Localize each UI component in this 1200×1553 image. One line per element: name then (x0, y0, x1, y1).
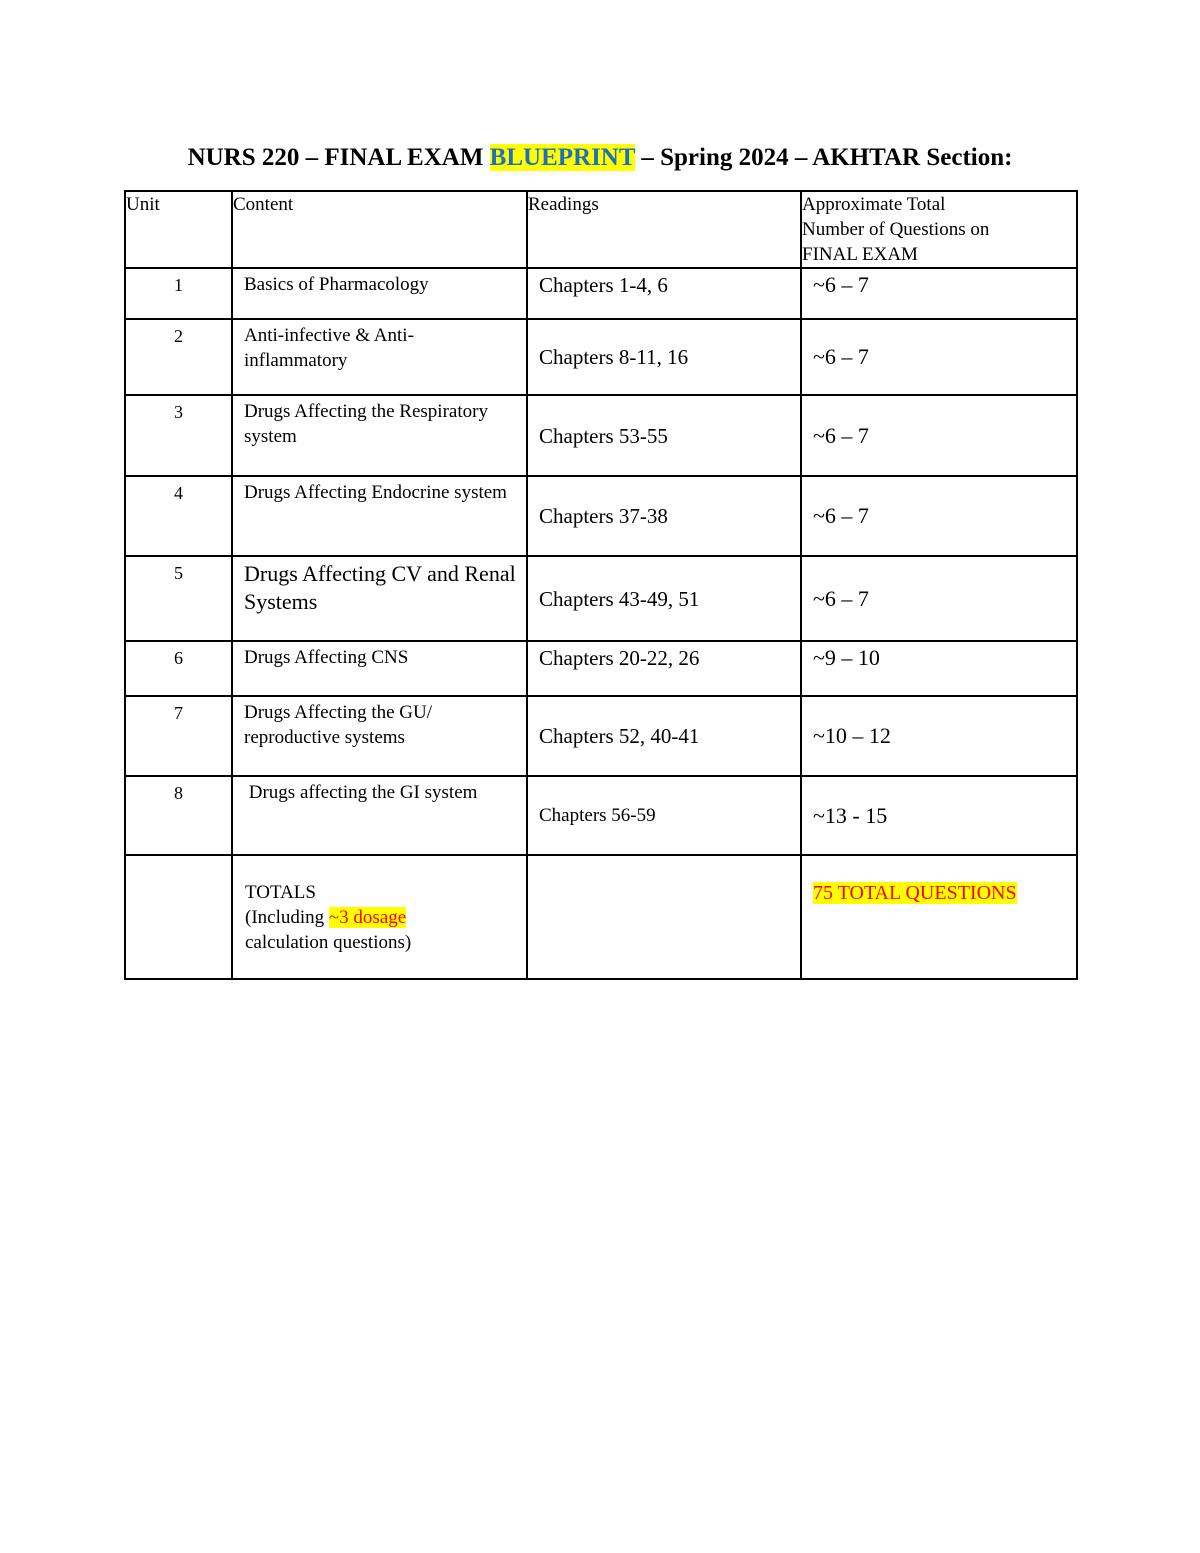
readings-cell: Chapters 20-22, 26 (527, 641, 801, 696)
approx-cell: ~6 – 7 (801, 476, 1077, 556)
totals-approx-cell (801, 855, 1077, 979)
totals-row (125, 855, 1077, 979)
header-unit: Unit (125, 191, 232, 268)
unit-cell: 7 (125, 696, 232, 776)
header-readings: Readings (527, 191, 801, 268)
approx-cell: ~13 - 15 (801, 776, 1077, 855)
content-cell: Drugs Affecting CNS (232, 641, 527, 696)
readings-cell: Chapters 56-59 (527, 776, 801, 855)
header-content: Content (232, 191, 527, 268)
content-cell: Basics of Pharmacology (232, 268, 527, 319)
approx-cell: ~10 – 12 (801, 696, 1077, 776)
header-approx-line3: FINAL EXAM (802, 244, 918, 265)
table-row (125, 395, 1077, 476)
unit-cell: 8 (125, 776, 232, 855)
unit-cell: 3 (125, 395, 232, 476)
title-suffix: – Spring 2024 – AKHTAR Section: (635, 144, 1013, 171)
content-cell: Drugs affecting the GI system (232, 776, 527, 855)
readings-cell: Chapters 8-11, 16 (527, 319, 801, 395)
content-cell: Drugs Affecting CV and Renal Systems (232, 556, 527, 641)
table-row (125, 641, 1077, 696)
table-row (125, 776, 1077, 855)
readings-cell: Chapters 52, 40-41 (527, 696, 801, 776)
table-row (125, 268, 1077, 319)
header-approx (801, 191, 1077, 268)
total-questions: 75 TOTAL QUESTIONS (813, 882, 1017, 904)
approx-cell: ~6 – 7 (801, 268, 1077, 319)
table-row (125, 476, 1077, 556)
approx-cell: ~9 – 10 (801, 641, 1077, 696)
page-title (0, 141, 1200, 175)
unit-cell: 2 (125, 319, 232, 395)
totals-label: TOTALS (245, 882, 316, 903)
unit-cell: 1 (125, 268, 232, 319)
unit-cell: 4 (125, 476, 232, 556)
totals-content-cell (232, 855, 527, 979)
totals-including-prefix: (Including (245, 907, 329, 928)
totals-including-highlight: ~3 dosage (328, 907, 407, 928)
readings-cell: Chapters 43-49, 51 (527, 556, 801, 641)
table-row (125, 319, 1077, 395)
table-row (125, 556, 1077, 641)
unit-cell: 5 (125, 556, 232, 641)
content-cell: Drugs Affecting Endocrine system (232, 476, 527, 556)
readings-cell: Chapters 37-38 (527, 476, 801, 556)
content-cell: Drugs Affecting the GU/ reproductive systems (232, 696, 527, 776)
header-approx-line2: Number of Questions on (802, 219, 990, 240)
header-approx-line1: Approximate Total (802, 194, 946, 215)
content-cell: Drugs Affecting the Respiratory system (232, 395, 527, 476)
readings-cell: Chapters 1-4, 6 (527, 268, 801, 319)
table-row (125, 696, 1077, 776)
title-highlight: BLUEPRINT (489, 144, 636, 171)
title-prefix: NURS 220 – FINAL EXAM (187, 144, 490, 171)
content-cell: Anti-infective & Anti-inflammatory (232, 319, 527, 395)
unit-cell: 6 (125, 641, 232, 696)
totals-readings-cell (527, 855, 801, 979)
approx-cell: ~6 – 7 (801, 556, 1077, 641)
exam-blueprint-table (124, 190, 1078, 980)
totals-including-suffix: calculation questions) (245, 932, 412, 953)
totals-including (245, 905, 516, 930)
approx-cell: ~6 – 7 (801, 319, 1077, 395)
totals-unit-cell (125, 855, 232, 979)
approx-cell: ~6 – 7 (801, 395, 1077, 476)
table-header-row (125, 191, 1077, 268)
readings-cell: Chapters 53-55 (527, 395, 801, 476)
